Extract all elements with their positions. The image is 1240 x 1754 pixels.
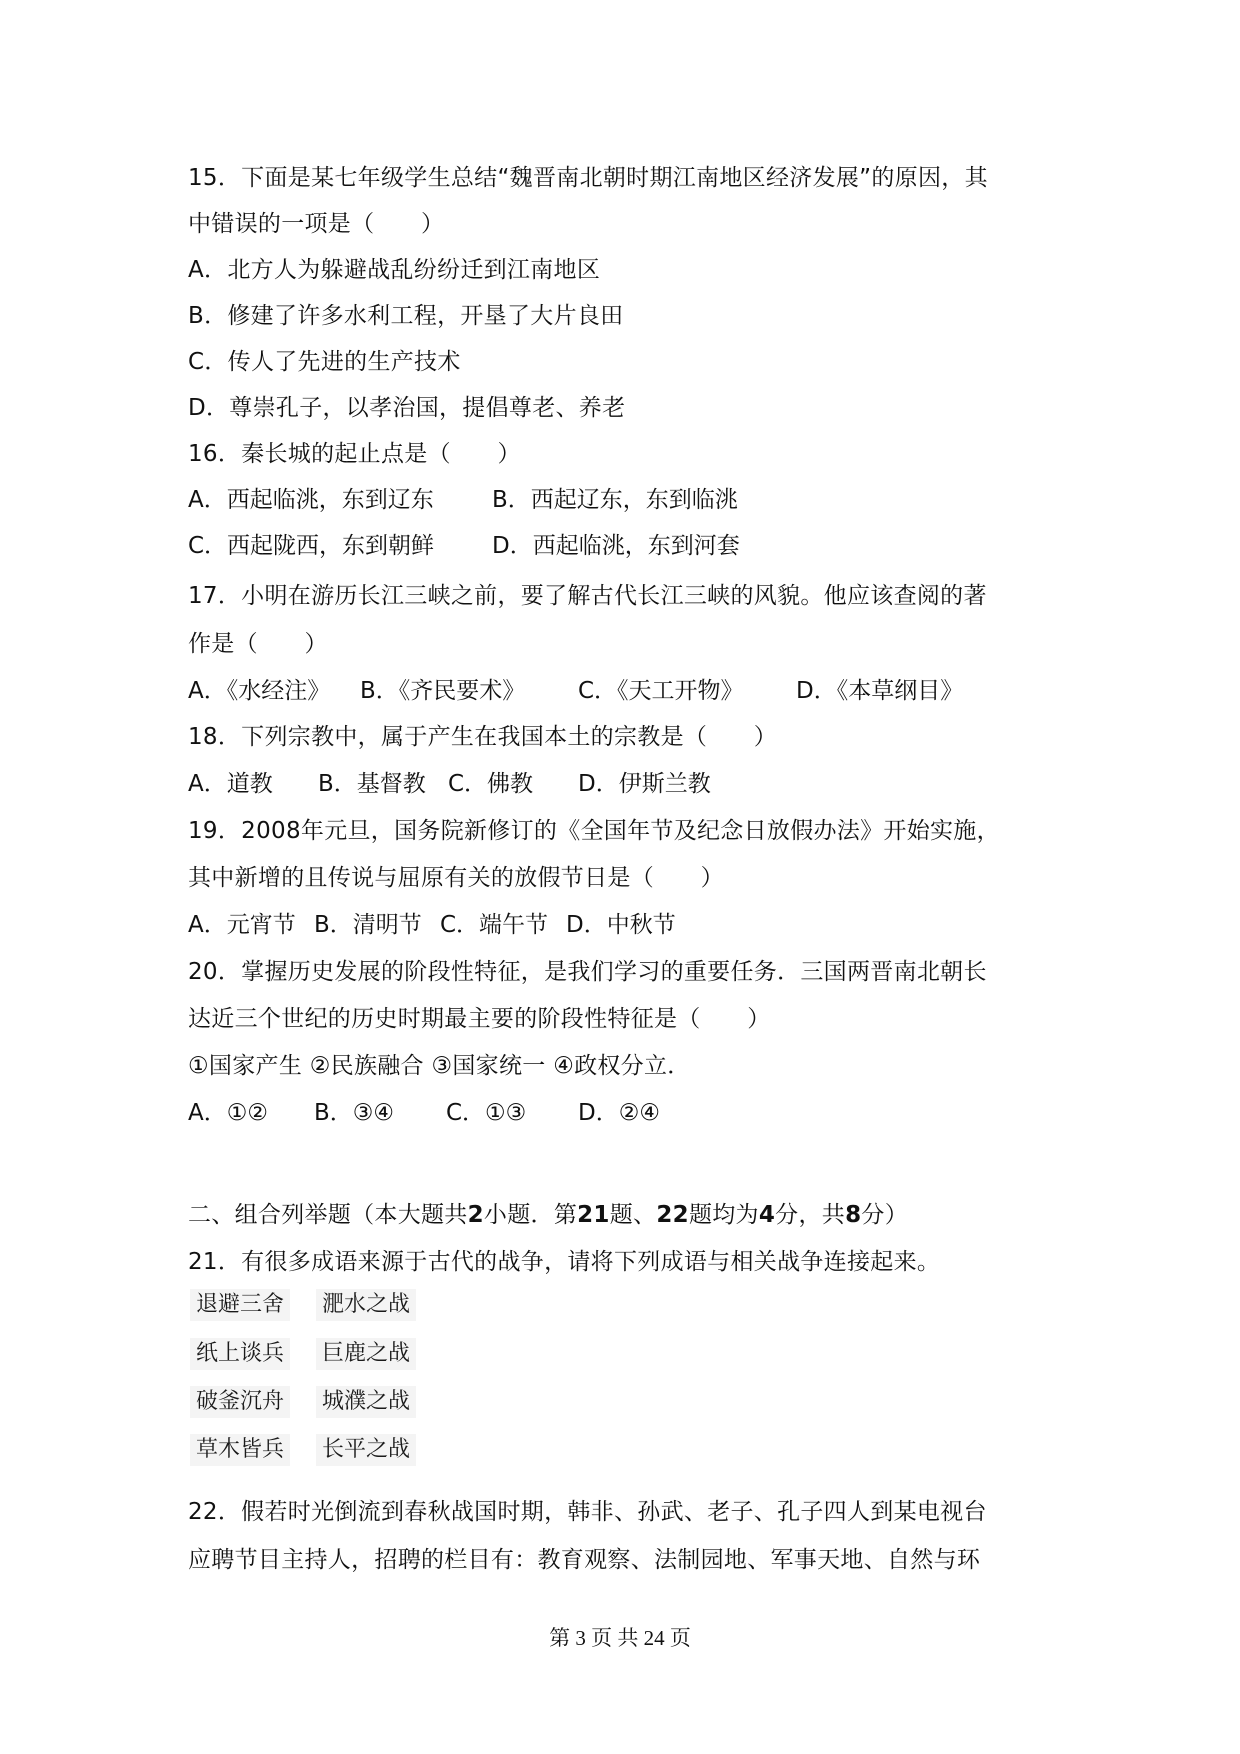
idiom-item: 破釜沉舟 bbox=[190, 1386, 290, 1418]
q16-option-b: B．西起辽东，东到临洮 bbox=[492, 487, 738, 513]
idiom-item: 退避三舍 bbox=[190, 1289, 290, 1321]
q17-stem-line1: 17．小明在游历长江三峡之前，要了解古代长江三峡的风貌。他应该查阅的著 bbox=[188, 583, 987, 609]
page-number-footer: 第 3 页 共 24 页 bbox=[549, 1626, 691, 1650]
battle-item: 淝水之战 bbox=[316, 1289, 416, 1321]
q17-stem-line2: 作是（ ） bbox=[188, 631, 328, 657]
q18-stem: 18．下列宗教中，属于产生在我国本土的宗教是（ ） bbox=[188, 724, 778, 750]
q17-option-b: B．《齐民要术》 bbox=[360, 678, 526, 704]
q19-option-a: A．元宵节 bbox=[188, 912, 296, 938]
q19-option-b: B．清明节 bbox=[314, 912, 422, 938]
q20-option-c: C．①③ bbox=[446, 1100, 527, 1126]
q15-option-a: A．北方人为躲避战乱纷纷迁到江南地区 bbox=[188, 257, 601, 283]
q20-stem-line2: 达近三个世纪的历史时期最主要的阶段性特征是（ ） bbox=[188, 1006, 771, 1032]
q20-stem-line1: 20．掌握历史发展的阶段性特征，是我们学习的重要任务．三国两晋南北朝长 bbox=[188, 959, 987, 985]
q15-stem-line2: 中错误的一项是（ ） bbox=[188, 211, 445, 237]
idiom-item: 草木皆兵 bbox=[190, 1434, 290, 1466]
q20-option-a: A．①② bbox=[188, 1100, 268, 1126]
q20-option-b: B．③④ bbox=[314, 1100, 395, 1126]
q16-option-a: A．西起临洮，东到辽东 bbox=[188, 487, 434, 513]
q22-stem-line2: 应聘节目主持人，招聘的栏目有：教育观察、法制园地、军事天地、自然与环 bbox=[188, 1547, 981, 1573]
q21-stem: 21．有很多成语来源于古代的战争，请将下列成语与相关战争连接起来。 bbox=[188, 1249, 941, 1275]
battle-item: 巨鹿之战 bbox=[316, 1338, 416, 1370]
q18-option-d: D．伊斯兰教 bbox=[578, 771, 711, 797]
q19-option-d: D．中秋节 bbox=[566, 912, 676, 938]
section-2-heading: 二、组合列举题（本大题共2小题．第21题、22题均为4分，共8分） bbox=[188, 1202, 908, 1228]
battle-item: 长平之战 bbox=[316, 1434, 416, 1466]
q16-option-d: D．西起临洮，东到河套 bbox=[492, 533, 740, 559]
q17-option-a: A．《水经注》 bbox=[188, 678, 331, 704]
q20-statements: ①国家产生 ②民族融合 ③国家统一 ④政权分立． bbox=[188, 1053, 691, 1079]
q15-stem-line1: 15．下面是某七年级学生总结“魏晋南北朝时期江南地区经济发展”的原因，其 bbox=[188, 165, 988, 191]
q16-stem: 16．秦长城的起止点是（ ） bbox=[188, 441, 521, 467]
q19-option-c: C．端午节 bbox=[440, 912, 549, 938]
q18-option-c: C．佛教 bbox=[448, 771, 534, 797]
q18-option-a: A．道教 bbox=[188, 771, 273, 797]
q17-option-c: C．《天工开物》 bbox=[578, 678, 744, 704]
q15-option-d: D．尊崇孔子，以孝治国，提倡尊老、养老 bbox=[188, 395, 626, 421]
idiom-item: 纸上谈兵 bbox=[190, 1338, 290, 1370]
q22-stem-line1: 22．假若时光倒流到春秋战国时期，韩非、孙武、老子、孔子四人到某电视台 bbox=[188, 1499, 987, 1525]
q17-option-d: D．《本草纲目》 bbox=[796, 678, 964, 704]
q19-stem-line2: 其中新增的且传说与屈原有关的放假节日是（ ） bbox=[188, 865, 724, 891]
q16-option-c: C．西起陇西，东到朝鲜 bbox=[188, 533, 435, 559]
q19-stem-line1: 19．2008年元旦，国务院新修订的《全国年节及纪念日放假办法》开始实施， bbox=[188, 818, 1000, 844]
q20-option-d: D．②④ bbox=[578, 1100, 660, 1126]
q15-option-c: C．传人了先进的生产技术 bbox=[188, 349, 461, 375]
battle-item: 城濮之战 bbox=[316, 1386, 416, 1418]
q18-option-b: B．基督教 bbox=[318, 771, 426, 797]
q15-option-b: B．修建了许多水利工程，开垦了大片良田 bbox=[188, 303, 624, 329]
